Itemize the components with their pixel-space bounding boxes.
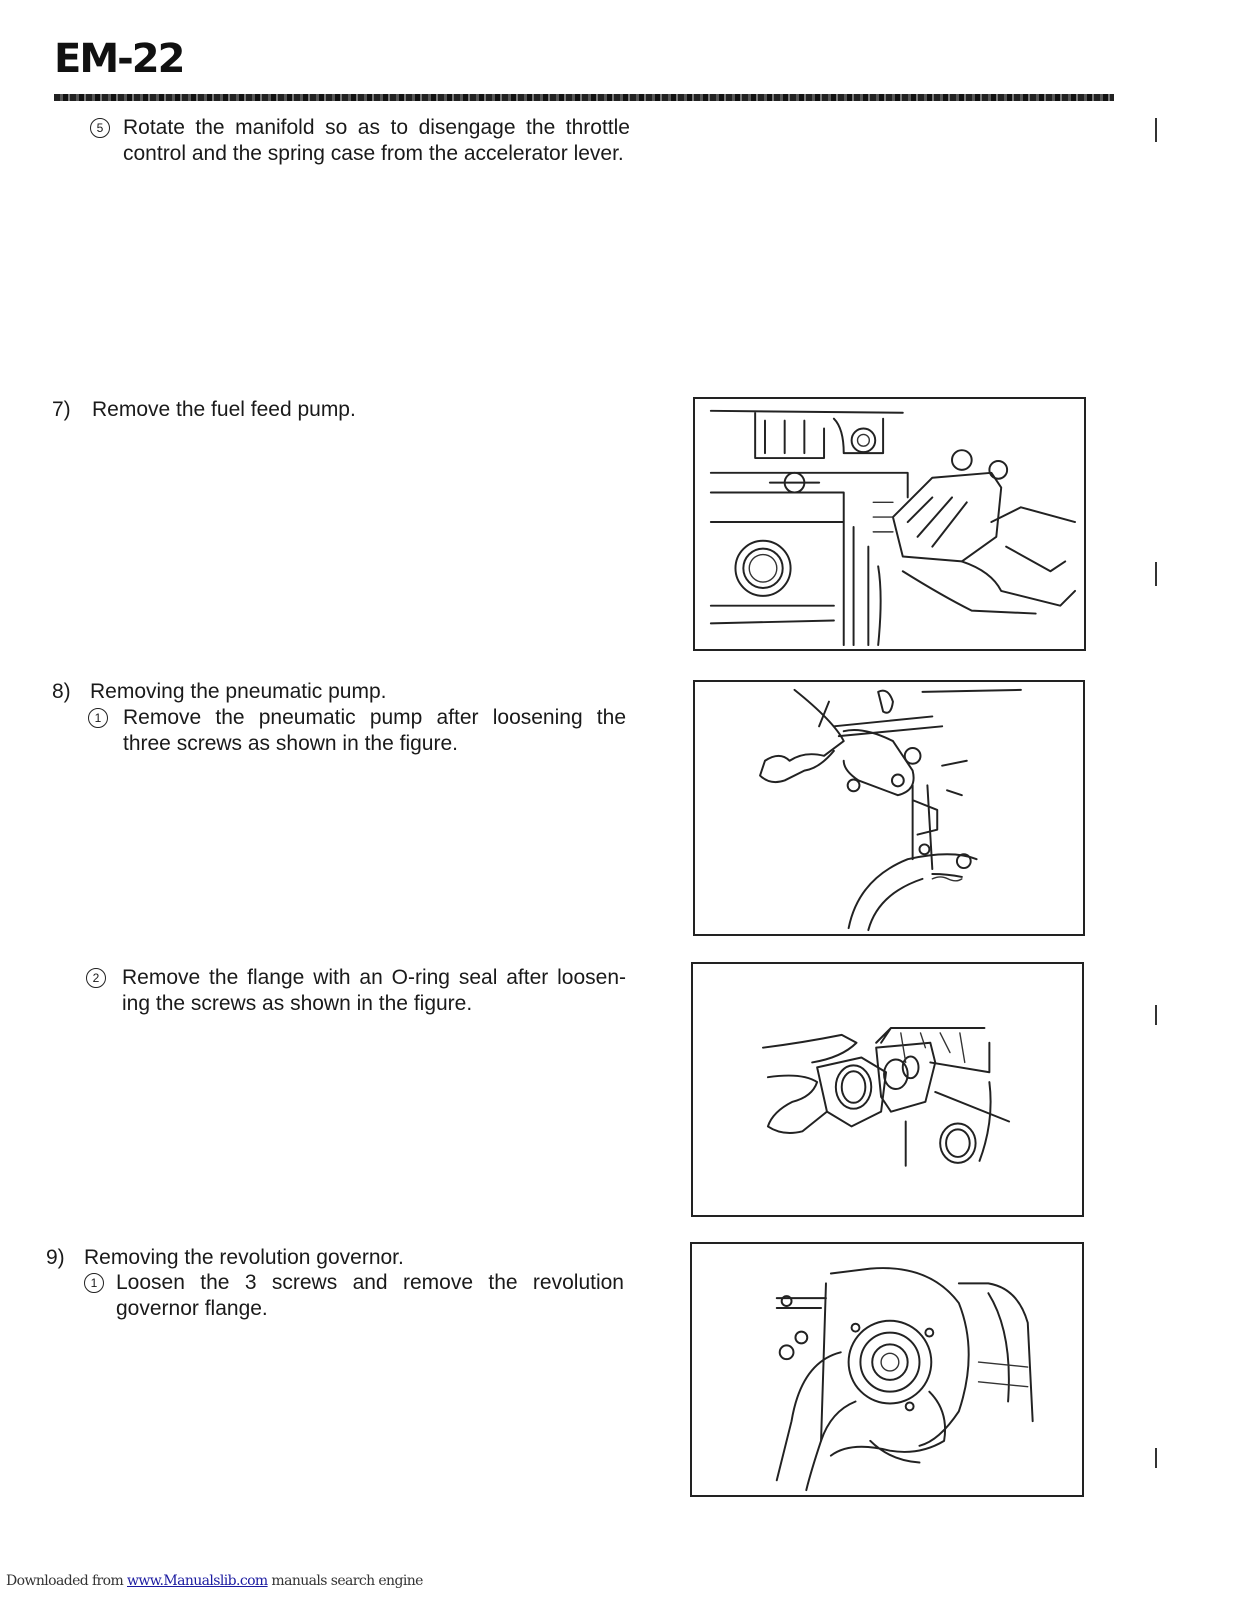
header-rule (54, 94, 1114, 101)
margin-mark (1155, 1005, 1157, 1025)
step-text: Remove the pneumatic pump after loosening the three screws as shown in the figure. (123, 706, 626, 755)
margin-mark (1155, 118, 1157, 142)
figure-fuel-feed-pump (693, 397, 1086, 651)
figure-flange-o-ring (691, 962, 1084, 1217)
footer (6, 1573, 423, 1589)
footer-link[interactable]: www.Manualslib.com (127, 1573, 268, 1589)
step-number: 7) (52, 398, 71, 421)
revolution-governor-illustration (692, 1244, 1082, 1495)
step-9 (46, 1245, 626, 1271)
footer-prefix: Downloaded from (6, 1573, 127, 1589)
step-text: Remove the fuel feed pump. (92, 398, 356, 421)
footer-suffix: manuals search engine (267, 1573, 423, 1589)
step-8-2 (86, 965, 626, 1017)
step-number: 9) (46, 1246, 65, 1269)
page-number: EM-22 (54, 36, 184, 82)
figure-revolution-governor (690, 1242, 1084, 1497)
circled-number-1: 1 (88, 708, 108, 728)
step-8-1 (88, 705, 626, 757)
step-text: Removing the revolution governor. (84, 1246, 404, 1269)
step-6-5 (90, 115, 630, 167)
step-text: Loosen the 3 screws and remove the revolution governor flange. (116, 1271, 624, 1320)
margin-mark (1155, 562, 1157, 586)
step-text: Remove the flange with an O-ring seal after loosen-ing the screws as shown in the figure. (122, 966, 626, 1015)
circled-number-1: 1 (84, 1273, 104, 1293)
flange-o-ring-illustration (693, 964, 1082, 1215)
step-9-1 (84, 1270, 624, 1322)
circled-number-5: 5 (90, 118, 110, 138)
step-7 (52, 397, 612, 423)
fuel-feed-pump-illustration (695, 399, 1084, 649)
figure-pneumatic-pump (693, 680, 1085, 936)
pneumatic-pump-illustration (695, 682, 1083, 934)
step-number: 8) (52, 680, 71, 703)
circled-number-2: 2 (86, 968, 106, 988)
step-8 (52, 679, 632, 705)
margin-mark (1155, 1448, 1157, 1468)
step-text: Rotate the manifold so as to disengage the throttle control and the spring case from the accelerator lever. (123, 116, 630, 165)
step-text: Removing the pneumatic pump. (90, 680, 387, 703)
